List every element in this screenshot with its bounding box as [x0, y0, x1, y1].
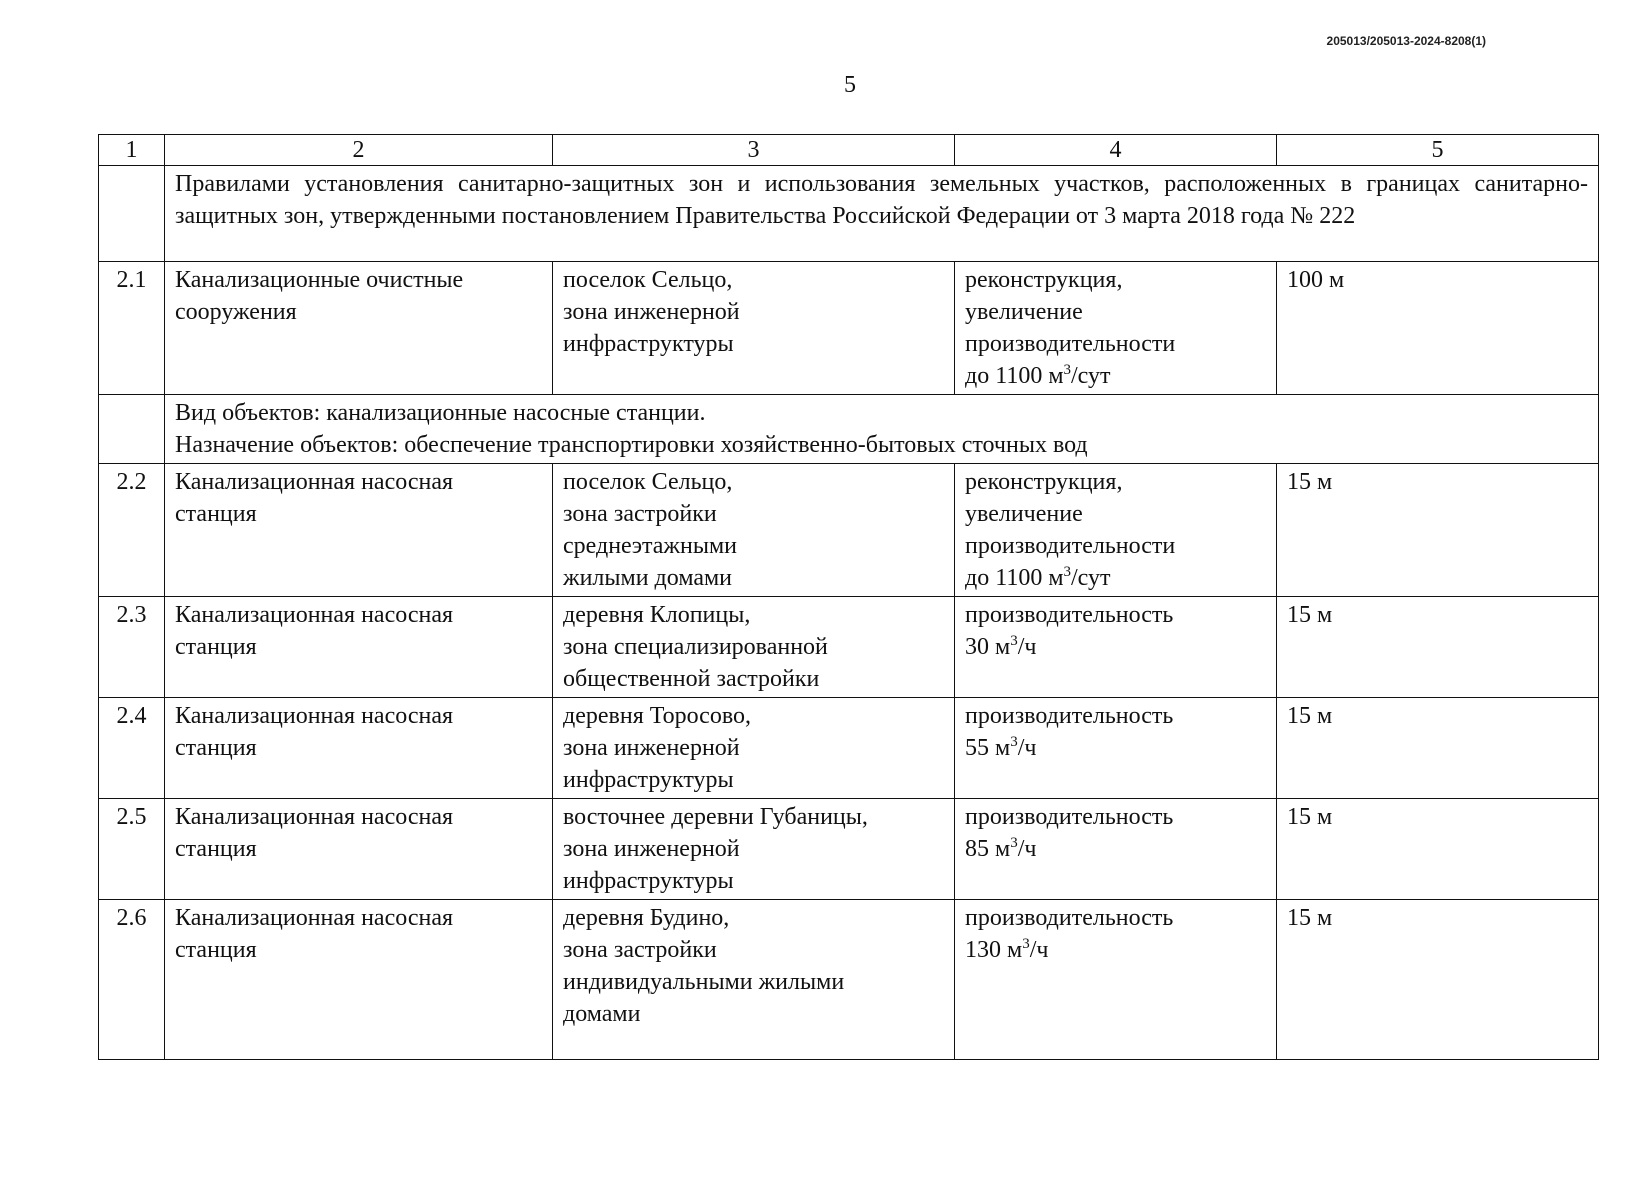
object-parameters: [955, 900, 1277, 1060]
capacity-number: 55 м: [965, 735, 1011, 761]
section-text-line: Правилами установления санитарно-защитных зон и использования земельных участков, расположенных в границах санитарно-защитных зон, утвержденными постановлением Правительства Российской Федерации от 3 марта 2018 года № 222: [175, 171, 1588, 229]
object-name-line: Канализационная насосная: [175, 703, 454, 729]
object-parameters: [955, 799, 1277, 900]
capacity-number: до 1100 м: [965, 363, 1064, 389]
object-number: 2.6: [99, 900, 165, 1060]
capacity-number: 30 м: [965, 634, 1011, 660]
sanitary-zone-size: 15 м: [1277, 698, 1599, 799]
object-name-line: Канализационная насосная: [175, 804, 454, 830]
capacity-unit: /сут: [1071, 363, 1111, 389]
capacity-unit: /ч: [1017, 836, 1037, 862]
object-location-line: инфраструктуры: [563, 767, 734, 793]
section-row: [99, 395, 1599, 464]
object-number: 2.3: [99, 597, 165, 698]
column-header-2: 2: [165, 135, 553, 166]
sanitary-zone-size: 15 м: [1277, 597, 1599, 698]
capacity-number: 130 м: [965, 937, 1023, 963]
sanitary-zone-size: 15 м: [1277, 900, 1599, 1060]
object-name: [165, 262, 553, 395]
object-number: 2.2: [99, 464, 165, 597]
object-location-line: общественной застройки: [563, 666, 820, 692]
object-number: 2.1: [99, 262, 165, 395]
table-row: [99, 799, 1599, 900]
object-name-line: станция: [175, 634, 257, 660]
table-body: [99, 135, 1599, 1060]
object-name: [165, 597, 553, 698]
object-location-line: деревня Торосово,: [563, 703, 752, 729]
object-number: 2.4: [99, 698, 165, 799]
object-location-line: восточнее деревни Губаницы,: [563, 804, 868, 830]
object-parameters: [955, 597, 1277, 698]
object-location-line: поселок Сельцо,: [563, 469, 733, 495]
object-name-line: Канализационная насосная: [175, 469, 454, 495]
object-location-line: зона специализированной: [563, 634, 828, 660]
section-row: [99, 166, 1599, 262]
section-text-line: Назначение объектов: обеспечение транспортировки хозяйственно-бытовых сточных вод: [175, 432, 1088, 458]
object-parameters-line: производительность: [965, 703, 1174, 729]
object-parameters-line: производительность: [965, 905, 1174, 931]
document-id: 205013/205013-2024-8208(1): [1326, 34, 1486, 48]
capacity-value: [965, 360, 1266, 392]
sanitary-zone-size: 15 м: [1277, 464, 1599, 597]
object-number: 2.5: [99, 799, 165, 900]
object-location: [553, 597, 955, 698]
object-parameters-line: производительности: [965, 533, 1176, 559]
object-location-line: инфраструктуры: [563, 331, 734, 357]
section-number-cell: [99, 395, 165, 464]
object-name-line: станция: [175, 937, 257, 963]
object-parameters: [955, 464, 1277, 597]
capacity-number: 85 м: [965, 836, 1011, 862]
object-location-line: зона инженерной: [563, 735, 740, 761]
object-location: [553, 464, 955, 597]
capacity-value: [965, 562, 1266, 594]
capacity-value: [965, 631, 1266, 663]
section-text-line: Вид объектов: канализационные насосные станции.: [175, 400, 706, 426]
objects-table: [98, 134, 1599, 1060]
table-row: [99, 597, 1599, 698]
sanitary-zone-size: 100 м: [1277, 262, 1599, 395]
object-parameters-line: увеличение: [965, 299, 1083, 325]
object-location-line: деревня Клопицы,: [563, 602, 751, 628]
object-parameters-line: реконструкция,: [965, 469, 1123, 495]
object-name-line: станция: [175, 735, 257, 761]
object-name-line: Канализационные очистные: [175, 267, 464, 293]
column-header-3: 3: [553, 135, 955, 166]
object-parameters-line: производительность: [965, 602, 1174, 628]
capacity-exponent: 3: [1063, 362, 1072, 378]
object-parameters-line: производительности: [965, 331, 1176, 357]
object-location-line: зона инженерной: [563, 836, 740, 862]
page-number: 5: [844, 72, 856, 98]
section-description: [165, 395, 1599, 464]
object-location-line: поселок Сельцо,: [563, 267, 733, 293]
capacity-unit: /ч: [1017, 634, 1037, 660]
capacity-unit: /ч: [1029, 937, 1049, 963]
object-location-line: жилыми домами: [563, 565, 733, 591]
capacity-exponent: 3: [1010, 734, 1018, 750]
object-parameters-line: увеличение: [965, 501, 1083, 527]
column-header-4: 4: [955, 135, 1277, 166]
object-name-line: сооружения: [175, 299, 297, 325]
capacity-exponent: 3: [1010, 633, 1018, 649]
object-parameters-line: производительность: [965, 804, 1174, 830]
capacity-unit: /сут: [1071, 565, 1111, 591]
object-location-line: домами: [563, 1001, 641, 1027]
object-name-line: станция: [175, 836, 257, 862]
table-row: [99, 464, 1599, 597]
object-name: [165, 464, 553, 597]
capacity-exponent: 3: [1010, 835, 1018, 851]
object-name-line: Канализационная насосная: [175, 905, 454, 931]
object-location-line: среднеэтажными: [563, 533, 738, 559]
column-header-1: 1: [99, 135, 165, 166]
object-name: [165, 900, 553, 1060]
object-name-line: станция: [175, 501, 257, 527]
capacity-unit: /ч: [1017, 735, 1037, 761]
object-parameters: [955, 698, 1277, 799]
object-location: [553, 698, 955, 799]
object-location-line: индивидуальными жилыми: [563, 969, 845, 995]
table-row: [99, 900, 1599, 1060]
object-location: [553, 799, 955, 900]
column-header-5: 5: [1277, 135, 1599, 166]
object-location-line: инфраструктуры: [563, 868, 734, 894]
section-description: [165, 166, 1599, 262]
table-row: [99, 262, 1599, 395]
section-number-cell: [99, 166, 165, 262]
object-parameters: [955, 262, 1277, 395]
sanitary-zone-size: 15 м: [1277, 799, 1599, 900]
object-name: [165, 799, 553, 900]
object-location: [553, 262, 955, 395]
object-location-line: зона инженерной: [563, 299, 740, 325]
capacity-value: [965, 732, 1266, 764]
object-location-line: деревня Будино,: [563, 905, 730, 931]
object-name: [165, 698, 553, 799]
object-location-line: зона застройки: [563, 937, 717, 963]
capacity-exponent: 3: [1022, 936, 1030, 952]
table-row: [99, 698, 1599, 799]
object-location: [553, 900, 955, 1060]
capacity-number: до 1100 м: [965, 565, 1064, 591]
capacity-value: [965, 833, 1266, 865]
capacity-exponent: 3: [1063, 564, 1072, 580]
capacity-value: [965, 934, 1266, 966]
object-parameters-line: реконструкция,: [965, 267, 1123, 293]
object-location-line: зона застройки: [563, 501, 717, 527]
column-number-row: [99, 135, 1599, 166]
object-name-line: Канализационная насосная: [175, 602, 454, 628]
